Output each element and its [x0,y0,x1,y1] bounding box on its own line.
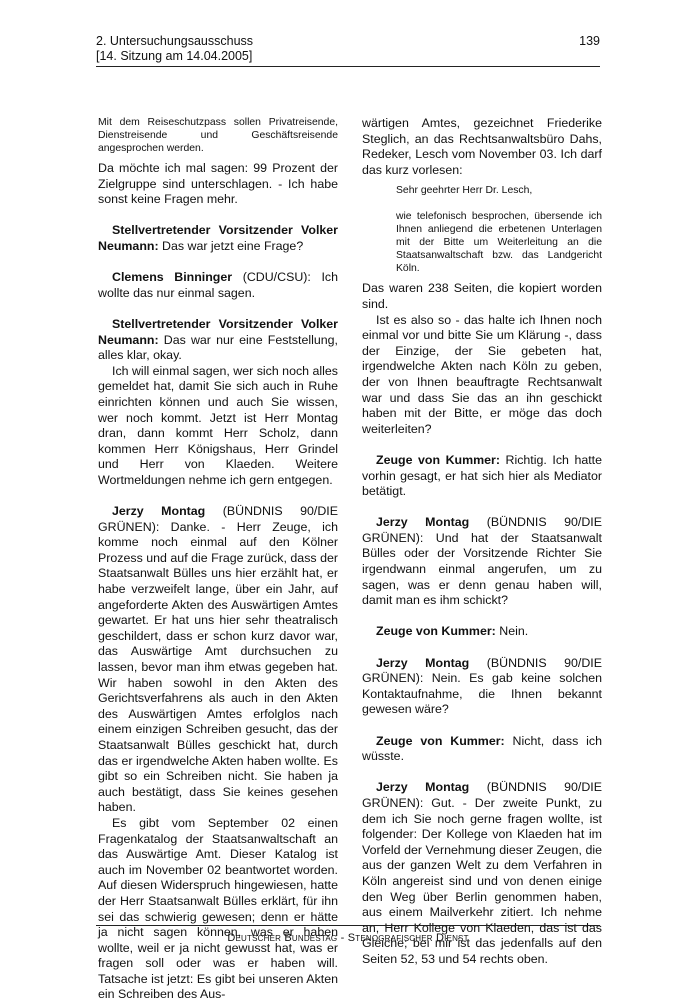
speaker-name: Stellvertretender Vorsitzender Volker Neumann: [98,223,338,253]
speech-text: Richtig. Ich hatte vorhin gesagt, er hat sich hier als Mediator betätigt. [362,452,602,499]
speech-text: Das war nur eine Feststellung, alles klar, okay. [98,332,338,363]
speech-text: (BÜNDNIS 90/DIE GRÜNEN): Nein. Es gab keine solchen Kontaktaufnahme, die Ihnen bekannt gewesen wäre? [362,655,602,717]
speaker-name: Zeuge von Kummer: [376,624,496,639]
committee-title: 2. Untersuchungsausschuss [96,34,254,48]
speech-text: (CDU/CSU): Ich wollte das nur einmal sagen. [98,270,338,300]
page-footer: Deutscher Bundestag - Stenografischer Dienst [227,932,469,944]
page-number: 139 [579,34,600,48]
header-rule [96,66,600,67]
speaker-name: Jerzy Montag [376,780,470,795]
paragraph: Ist es also so - das halte ich Ihnen noch einmal vor und bitte Sie um Klärung -, dass der Einzige, der Sie gebeten hat, irgendwelche Akten nach Köln zu geben, der von Ihnen beauftragte Rechtsanwalt war und dass Sie das an ihn geschickt haben mit der Bitte, er möge das doch weiterleiten? [362,312,602,436]
paragraph: Da möchte ich mal sagen: 99 Prozent der Zielgruppe sind unterschlagen. - Ich habe sonst keine Fragen mehr. [98,161,338,207]
speaker-paragraph [98,317,338,364]
paragraph: Ich will einmal sagen, wer sich noch alles gemeldet hat, damit Sie sich auch in Ruhe einrichten können und auch Sie wissen, wer noch kommt. Jetzt ist Herr Montag dran, dann kommt Herr Scholz, dann kommen Herr Königshaus, Herr Grindel und Herr von Klaeden. Weitere Wortmeldungen nehme ich gern entgegen. [98,363,338,487]
quote-block: wie telefonisch besprochen, übersende ich Ihnen anliegend die erbetenen Unterlagen mit der Bitte um Weiterleitung an die Staatsanwaltschaft bzw. das Landgericht Köln. [396,211,602,275]
paragraph: Das waren 238 Seiten, die kopiert worden sind. [362,281,602,311]
speaker-paragraph [98,223,338,254]
quote-block: Mit dem Reiseschutzpass sollen Privatreisende, Dienstreisende und Geschäftsreisende angesprochen werden. [98,117,338,154]
speech-text: (BÜNDNIS 90/DIE GRÜNEN): Gut. - Der zweite Punkt, zu dem ich Sie noch gerne fragen wollte, ist folgender: Der Kollege von Klaeden hat im Vorfeld der Vernehmung dieser Zeugen, die aus der ganzen Welt zu dem Verfahren in Köln angereist sind und von denen einige den Weg über Berlin genommen haben, aus einem Mailverkehr zitiert. Ich nehme an, Herr Kollege von Klaeden, das ist das Gleiche; bei mir ist das jedenfalls auf den Seiten 52, 53 und 54 rechts oben. [362,780,602,966]
speaker-paragraph [98,270,338,301]
paragraph: wärtigen Amtes, gezeichnet Friederike Steglich, an das Rechtsanwaltsbüro Dahs, Redeker, Lesch vom November 03. Ich darf das kurz vorlesen: [362,116,602,177]
session-info: [14. Sitzung am 14.04.2005] [96,49,253,63]
speech-text: Das war jetzt eine Frage? [158,238,304,253]
speech-text: Nicht, dass ich wüsste. [362,733,602,764]
speaker-name: Stellvertretender Vorsitzender Volker Neumann: [98,316,338,347]
speaker-name: Zeuge von Kummer: [376,733,505,748]
speech-text: Nein. [495,624,529,639]
speaker-name: Clemens Binninger [112,270,233,285]
page-header [96,34,600,64]
paragraph: Es gibt vom September 02 einen Fragenkatalog der Staatsanwaltschaft an das Auswärtige Amt. Dieser Katalog ist auch im November 02 beantwortet worden. Auf diesen Widerspruch hingewiesen, hatte der Herr Staatsanwalt Bülles erklärt, für ihn sei das schwierig gewesen; denn er hätte ja nicht sagen können, was er haben wollte, weil er ja nicht gewusst hat, was er fragen soll oder was er haben will. Tatsache ist jetzt: Es gibt bei unseren Akten ein Schreiben des Aus- [98,815,338,1002]
quote-salutation: Sehr geehrter Herr Dr. Lesch, [396,185,533,197]
speaker-paragraph [362,656,602,718]
speaker-name: Zeuge von Kummer: [376,452,500,467]
speaker-paragraph [362,734,602,765]
speaker-paragraph [362,515,602,609]
speaker-paragraph [362,453,602,500]
speaker-paragraph [362,624,602,640]
footer-rule [96,925,600,926]
speaker-name: Jerzy Montag [112,504,206,519]
speaker-paragraph [98,504,338,816]
left-column [98,116,338,1003]
speech-text: (BÜNDNIS 90/DIE GRÜNEN): Danke. - Herr Zeuge, ich komme noch einmal auf den Kölner Prozess und auf die Frage zurück, dass der Staatsanwalt Bülles uns hier erzählt hat, er habe verzweifelt lange, über ein Jahr, auf angeforderte Akten des Auswärtigen Amtes gewartet. Er hat uns hier sehr theatralisch geschildert, dass er schon kurz davor war, das Auswärtige Amt durchsuchen zu lassen, bevor man ihm etwas gegeben hat. Wir haben sowohl in den Akten des Gerichtsverfahrens als auch in den Akten des Auswärtigen Amtes erfolglos nach einem einzigen Schreiben gesucht, das der Staatsanwalt Bülles geschickt hat, durch das er irgendwelche Akten haben wollte. Es gibt so ein Schreiben nicht. Sie haben ja auch bestätigt, dass Sie keines gesehen haben. [98,504,338,815]
speaker-name: Jerzy Montag [376,515,470,530]
speech-text: (BÜNDNIS 90/DIE GRÜNEN): Und hat der Staatsanwalt Bülles oder der Vorsitzende Richter Sie irgendwann einmal angerufen, um zu sagen, was er denn genau haben will, damit man es ihm schickt? [362,515,602,608]
right-column [362,116,602,968]
speaker-name: Jerzy Montag [376,655,470,670]
